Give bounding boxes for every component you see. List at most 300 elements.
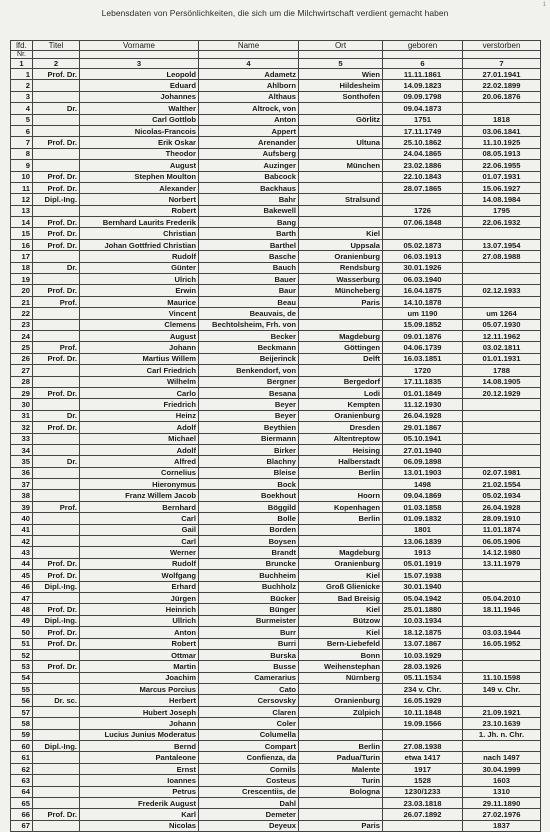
birth-date: 1913 [383, 547, 463, 558]
row-number: 27 [11, 365, 33, 376]
last-name: Baur [199, 285, 299, 296]
person-title: Prof. Dr. [33, 422, 80, 433]
header-ort: Ort [299, 41, 383, 51]
place: Bonn [299, 649, 383, 660]
first-name: Johann [80, 718, 199, 729]
last-name: Altrock, von [199, 103, 299, 114]
death-date: 1. Jh. n. Chr. [463, 729, 541, 740]
table-body [11, 69, 541, 832]
table-row [11, 160, 541, 171]
first-name: Cornelius [80, 467, 199, 478]
row-number: 32 [11, 422, 33, 433]
last-name: Burr [199, 627, 299, 638]
first-name: Eduard [80, 80, 199, 91]
first-name: Nicolas [80, 820, 199, 831]
place [299, 718, 383, 729]
last-name: Camerarius [199, 672, 299, 683]
last-name: Birker [199, 444, 299, 455]
death-date: 23.10.1639 [463, 718, 541, 729]
table-row [11, 604, 541, 615]
table-row [11, 638, 541, 649]
death-date [463, 649, 541, 660]
place [299, 524, 383, 535]
first-name: Friedrich [80, 399, 199, 410]
row-number: 54 [11, 672, 33, 683]
place: Padua/Turin [299, 752, 383, 763]
column-number: 4 [199, 59, 299, 69]
place: Oranienburg [299, 410, 383, 421]
birth-date: 16.04.1875 [383, 285, 463, 296]
table-row [11, 308, 541, 319]
birth-date: 1751 [383, 114, 463, 125]
birth-date: 01.09.1832 [383, 513, 463, 524]
birth-date: 15.09.1852 [383, 319, 463, 330]
place: Göttingen [299, 342, 383, 353]
last-name: Demeter [199, 809, 299, 820]
death-date [463, 433, 541, 444]
table-row [11, 399, 541, 410]
first-name: Stephen Moulton [80, 171, 199, 182]
table-row [11, 581, 541, 592]
first-name: Carl Gottlob [80, 114, 199, 125]
table-row [11, 490, 541, 501]
birth-date: 27.08.1938 [383, 741, 463, 752]
row-number: 43 [11, 547, 33, 558]
birth-date: 05.10.1941 [383, 433, 463, 444]
person-title [33, 91, 80, 102]
table-row [11, 809, 541, 820]
first-name: Nicolas-Francois [80, 125, 199, 136]
person-title [33, 365, 80, 376]
last-name: Althaus [199, 91, 299, 102]
place [299, 171, 383, 182]
first-name: Herbert [80, 695, 199, 706]
person-title: Prof. Dr. [33, 285, 80, 296]
table-row [11, 182, 541, 193]
person-title: Dipl.-Ing. [33, 615, 80, 626]
death-date: 18.11.1946 [463, 604, 541, 615]
table-row [11, 536, 541, 547]
table-row [11, 171, 541, 182]
person-title: Prof. Dr. [33, 387, 80, 398]
first-name: Jürgen [80, 592, 199, 603]
place: Kiel [299, 627, 383, 638]
birth-date: 13.06.1839 [383, 536, 463, 547]
row-number: 16 [11, 239, 33, 250]
death-date: 20.06.1876 [463, 91, 541, 102]
person-title [33, 319, 80, 330]
first-name: Martius Willem [80, 353, 199, 364]
person-title: Prof. Dr. [33, 661, 80, 672]
table-row [11, 239, 541, 250]
death-date: 13.07.1954 [463, 239, 541, 250]
column-number: 6 [383, 59, 463, 69]
table-row [11, 80, 541, 91]
first-name: Adolf [80, 444, 199, 455]
row-number: 19 [11, 274, 33, 285]
birth-date: 14.09.1823 [383, 80, 463, 91]
birth-date: 05.11.1534 [383, 672, 463, 683]
first-name: Hubert Joseph [80, 706, 199, 717]
table-row [11, 365, 541, 376]
page-title: Lebensdaten von Persönlichkeiten, die sich um die Milchwirtschaft verdient gemacht haben [101, 8, 449, 18]
first-name: Erik Oskar [80, 137, 199, 148]
last-name: Bakewell [199, 205, 299, 216]
place: Oranienburg [299, 251, 383, 262]
person-title [33, 479, 80, 490]
birth-date: 04.06.1739 [383, 342, 463, 353]
table-row [11, 125, 541, 136]
death-date: um 1264 [463, 308, 541, 319]
row-number: 65 [11, 798, 33, 809]
person-title: Prof. Dr. [33, 627, 80, 638]
row-number: 64 [11, 786, 33, 797]
table-row [11, 410, 541, 421]
death-date: 22.02.1899 [463, 80, 541, 91]
biographical-data-table [10, 40, 541, 832]
place: Lodi [299, 387, 383, 398]
birth-date: 26.07.1892 [383, 809, 463, 820]
death-date: 1310 [463, 786, 541, 797]
last-name: Bleise [199, 467, 299, 478]
table-row [11, 592, 541, 603]
table-row [11, 798, 541, 809]
place: Magdeburg [299, 330, 383, 341]
row-number: 52 [11, 649, 33, 660]
corner-mark: 1 [542, 2, 546, 8]
last-name: Boekhout [199, 490, 299, 501]
first-name: Heinz [80, 410, 199, 421]
person-title: Dipl.-Ing. [33, 741, 80, 752]
table-row [11, 444, 541, 455]
header-nr: Nr. [11, 51, 33, 59]
place: Turin [299, 775, 383, 786]
table-row [11, 296, 541, 307]
death-date: 15.06.1927 [463, 182, 541, 193]
place [299, 148, 383, 159]
row-number: 36 [11, 467, 33, 478]
person-title [33, 125, 80, 136]
first-name: Heinrich [80, 604, 199, 615]
birth-date: 22.10.1843 [383, 171, 463, 182]
last-name: Arenander [199, 137, 299, 148]
table-row [11, 69, 541, 80]
death-date: 1837 [463, 820, 541, 831]
first-name: Rudolf [80, 558, 199, 569]
last-name: Coler [199, 718, 299, 729]
person-title [33, 786, 80, 797]
place [299, 809, 383, 820]
death-date [463, 422, 541, 433]
first-name: Alfred [80, 456, 199, 467]
table-row [11, 775, 541, 786]
place: Malente [299, 763, 383, 774]
person-title: Prof. Dr. [33, 182, 80, 193]
person-title [33, 536, 80, 547]
first-name: Maurice [80, 296, 199, 307]
first-name: Marcus Porcius [80, 684, 199, 695]
row-number: 30 [11, 399, 33, 410]
table-row [11, 752, 541, 763]
person-title [33, 649, 80, 660]
place [299, 479, 383, 490]
birth-date: 09.04.1869 [383, 490, 463, 501]
last-name: Confienza, da [199, 752, 299, 763]
person-title: Prof. Dr. [33, 228, 80, 239]
table-row [11, 319, 541, 330]
last-name: Borden [199, 524, 299, 535]
row-number: 66 [11, 809, 33, 820]
first-name: Ulrich [80, 274, 199, 285]
row-number: 46 [11, 581, 33, 592]
birth-date: 1726 [383, 205, 463, 216]
table-row [11, 137, 541, 148]
first-name: Bernd [80, 741, 199, 752]
death-date: 27.01.1941 [463, 69, 541, 80]
death-date [463, 274, 541, 285]
birth-date: 06.03.1940 [383, 274, 463, 285]
row-number: 28 [11, 376, 33, 387]
first-name: Robert [80, 205, 199, 216]
first-name: Ioannes [80, 775, 199, 786]
first-name: Joachim [80, 672, 199, 683]
table-row [11, 422, 541, 433]
person-title [33, 592, 80, 603]
header-row [11, 41, 541, 51]
place: Bern-Liebefeld [299, 638, 383, 649]
place [299, 729, 383, 740]
place: Wasserburg [299, 274, 383, 285]
birth-date: 25.01.1880 [383, 604, 463, 615]
death-date: 11.10.1598 [463, 672, 541, 683]
last-name: Becker [199, 330, 299, 341]
place: Ultuna [299, 137, 383, 148]
place [299, 536, 383, 547]
row-number: 11 [11, 182, 33, 193]
last-name: Deyeux [199, 820, 299, 831]
table-row [11, 217, 541, 228]
birth-date: 1801 [383, 524, 463, 535]
row-number: 31 [11, 410, 33, 421]
row-number: 26 [11, 353, 33, 364]
person-title [33, 160, 80, 171]
last-name: Blachny [199, 456, 299, 467]
death-date: 02.12.1933 [463, 285, 541, 296]
death-date: 21.02.1554 [463, 479, 541, 490]
last-name: Adametz [199, 69, 299, 80]
birth-date: 10.03.1929 [383, 649, 463, 660]
last-name: Biermann [199, 433, 299, 444]
row-number: 50 [11, 627, 33, 638]
death-date: 27.08.1988 [463, 251, 541, 262]
place: München [299, 160, 383, 171]
person-title: Prof. [33, 342, 80, 353]
death-date: 06.05.1906 [463, 536, 541, 547]
last-name: Aufsberg [199, 148, 299, 159]
last-name: Beau [199, 296, 299, 307]
place: Bergedorf [299, 376, 383, 387]
table-row [11, 433, 541, 444]
first-name: Rudolf [80, 251, 199, 262]
birth-date: 16.05.1929 [383, 695, 463, 706]
person-title: Dr. sc. [33, 695, 80, 706]
first-name: August [80, 160, 199, 171]
last-name: Beauvais, de [199, 308, 299, 319]
person-title: Prof. Dr. [33, 570, 80, 581]
row-number: 57 [11, 706, 33, 717]
last-name: Beyer [199, 410, 299, 421]
row-number: 59 [11, 729, 33, 740]
person-title: Dr. [33, 103, 80, 114]
last-name: Cornils [199, 763, 299, 774]
table-row [11, 376, 541, 387]
first-name: Hieronymus [80, 479, 199, 490]
header-verstorben: verstorben [463, 41, 541, 51]
death-date: 03.06.1841 [463, 125, 541, 136]
row-number: 62 [11, 763, 33, 774]
place: Paris [299, 820, 383, 831]
person-title [33, 820, 80, 831]
place: Berlin [299, 467, 383, 478]
person-title: Prof. Dr. [33, 558, 80, 569]
row-number: 58 [11, 718, 33, 729]
row-number: 3 [11, 91, 33, 102]
person-title: Prof. [33, 501, 80, 512]
table-row [11, 672, 541, 683]
column-number: 5 [299, 59, 383, 69]
death-date [463, 399, 541, 410]
first-name: Bernhard Laurits Frederik [80, 217, 199, 228]
death-date [463, 262, 541, 273]
birth-date: 05.01.1919 [383, 558, 463, 569]
person-title [33, 706, 80, 717]
last-name: Costeus [199, 775, 299, 786]
column-number: 2 [33, 59, 80, 69]
table-row [11, 205, 541, 216]
row-number: 39 [11, 501, 33, 512]
death-date [463, 615, 541, 626]
person-title [33, 399, 80, 410]
first-name: Karl [80, 809, 199, 820]
birth-date: 1720 [383, 365, 463, 376]
person-title [33, 80, 80, 91]
person-title [33, 524, 80, 535]
place: Kiel [299, 570, 383, 581]
birth-date [383, 820, 463, 831]
column-number-row [11, 59, 541, 69]
person-title: Prof. Dr. [33, 217, 80, 228]
place [299, 205, 383, 216]
row-number: 67 [11, 820, 33, 831]
death-date: 27.02.1976 [463, 809, 541, 820]
first-name: Werner [80, 547, 199, 558]
birth-date: 15.07.1938 [383, 570, 463, 581]
person-title [33, 308, 80, 319]
place: Heising [299, 444, 383, 455]
row-number: 15 [11, 228, 33, 239]
death-date: 05.02.1934 [463, 490, 541, 501]
birth-date [383, 228, 463, 239]
death-date: 26.04.1928 [463, 501, 541, 512]
place: Kiel [299, 228, 383, 239]
birth-date: 11.11.1861 [383, 69, 463, 80]
row-number: 33 [11, 433, 33, 444]
first-name: Franz Willem Jacob [80, 490, 199, 501]
birth-date: 23.03.1818 [383, 798, 463, 809]
last-name: Barthel [199, 239, 299, 250]
last-name: Claren [199, 706, 299, 717]
place: Sonthofen [299, 91, 383, 102]
last-name: Besana [199, 387, 299, 398]
row-number: 48 [11, 604, 33, 615]
header-vorname: Vorname [80, 41, 199, 51]
death-date: 14.12.1980 [463, 547, 541, 558]
place: Wien [299, 69, 383, 80]
first-name: Adolf [80, 422, 199, 433]
last-name: Dahl [199, 798, 299, 809]
birth-date: 25.10.1862 [383, 137, 463, 148]
last-name: Brandt [199, 547, 299, 558]
birth-date: 24.04.1865 [383, 148, 463, 159]
death-date [463, 103, 541, 114]
column-number: 7 [463, 59, 541, 69]
table-row [11, 103, 541, 114]
death-date: 01.07.1931 [463, 171, 541, 182]
place: Stralsund [299, 194, 383, 205]
death-date: 11.01.1874 [463, 524, 541, 535]
first-name: Walther [80, 103, 199, 114]
place: Bologna [299, 786, 383, 797]
person-title [33, 775, 80, 786]
table-row [11, 114, 541, 125]
row-number: 51 [11, 638, 33, 649]
birth-date: 16.03.1851 [383, 353, 463, 364]
birth-date: 29.01.1867 [383, 422, 463, 433]
death-date: 03.02.1811 [463, 342, 541, 353]
table-row [11, 251, 541, 262]
table-row [11, 661, 541, 672]
table-row [11, 479, 541, 490]
person-title [33, 513, 80, 524]
last-name: Bünger [199, 604, 299, 615]
death-date: 05.07.1930 [463, 319, 541, 330]
row-number: 20 [11, 285, 33, 296]
table-row [11, 353, 541, 364]
first-name: Petrus [80, 786, 199, 797]
last-name: Böggild [199, 501, 299, 512]
place [299, 125, 383, 136]
last-name: Bang [199, 217, 299, 228]
birth-date: 06.09.1898 [383, 456, 463, 467]
last-name: Burri [199, 638, 299, 649]
last-name: Beythien [199, 422, 299, 433]
person-title [33, 148, 80, 159]
birth-date: 13.01.1903 [383, 467, 463, 478]
place: Zülpich [299, 706, 383, 717]
table-row [11, 570, 541, 581]
table-row [11, 467, 541, 478]
first-name: Gail [80, 524, 199, 535]
first-name: Frederik August [80, 798, 199, 809]
last-name: Beckmann [199, 342, 299, 353]
last-name: Bock [199, 479, 299, 490]
last-name: Compart [199, 741, 299, 752]
birth-date: 10.03.1934 [383, 615, 463, 626]
birth-date: 30.01.1926 [383, 262, 463, 273]
column-number: 1 [11, 59, 33, 69]
last-name: Benkendorf, von [199, 365, 299, 376]
place: Altentreptow [299, 433, 383, 444]
